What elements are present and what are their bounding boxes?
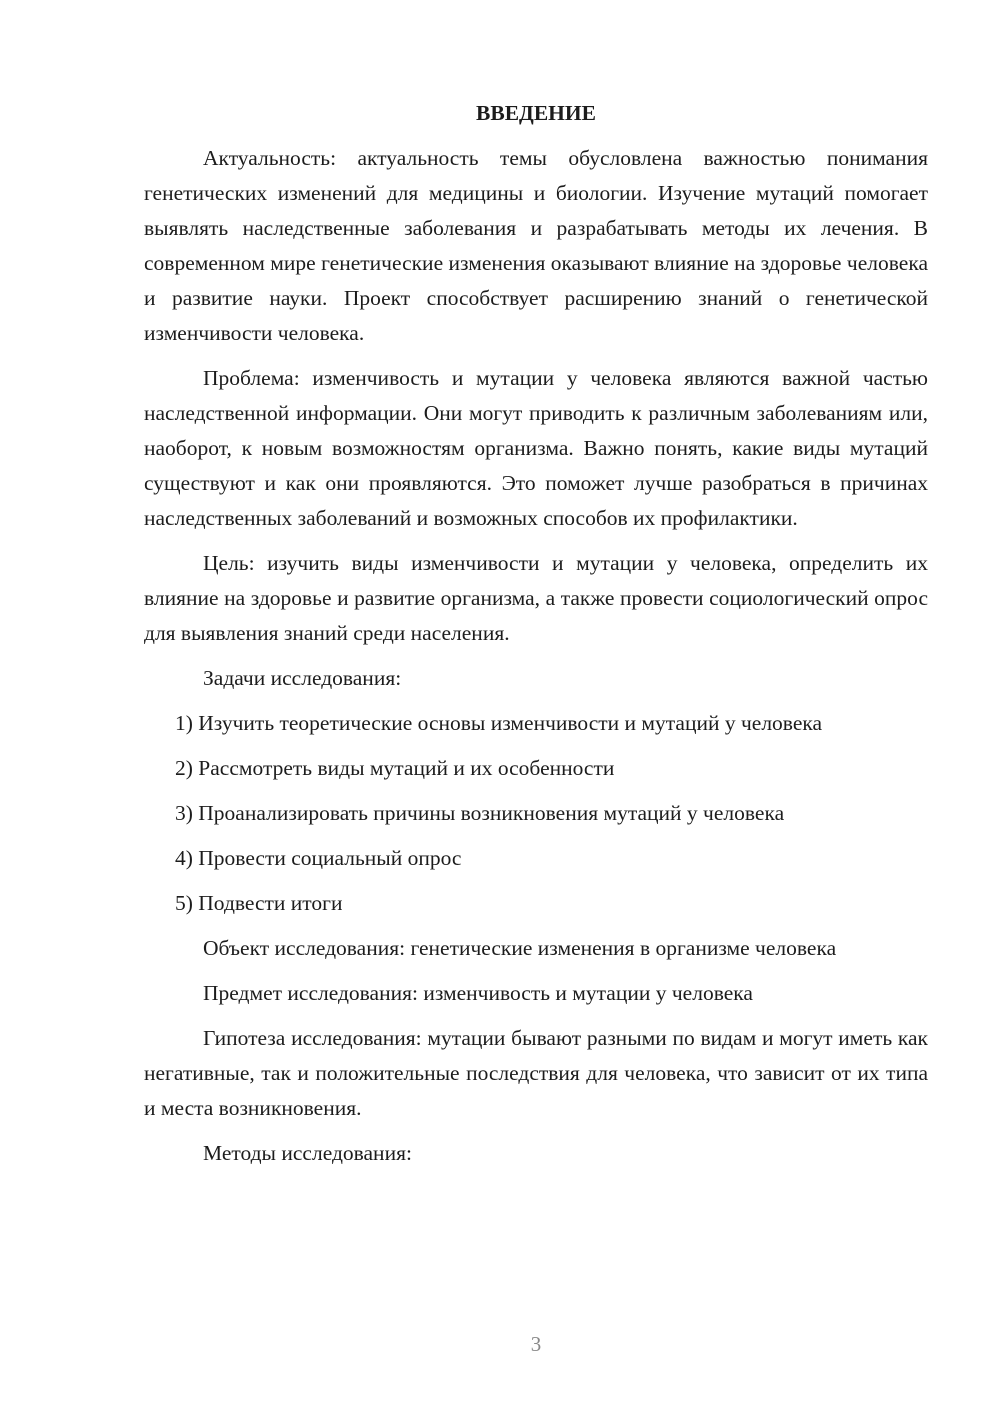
task-item: 3) Проанализировать причины возникновения мутаций у человека xyxy=(175,801,785,825)
tasks-list xyxy=(144,706,928,921)
subject-paragraph: Предмет исследования: изменчивость и мутации у человека xyxy=(203,981,753,1005)
hypothesis-paragraph: Гипотеза исследования: мутации бывают разными по видам и могут иметь как негативные, так и положительные последствия для человека, что зависит от их типа и места возникновения. xyxy=(144,1026,928,1120)
problem-paragraph: Проблема: изменчивость и мутации у человека являются важной частью наследственной информации. Они могут приводить к различным заболеваниям или, наоборот, к новым возможностям организма. Важно понять, какие виды мутаций существуют и как они проявляются. Это поможет лучше разобраться в причинах наследственных заболеваний и возможных способов их профилактики. xyxy=(144,366,928,530)
task-item: 1) Изучить теоретические основы изменчивости и мутаций у человека xyxy=(175,711,823,735)
page-title: ВВЕДЕНИЕ xyxy=(476,101,596,125)
task-item: 2) Рассмотреть виды мутаций и их особенности xyxy=(175,756,615,780)
task-item: 4) Провести социальный опрос xyxy=(175,846,462,870)
object-paragraph: Объект исследования: генетические изменения в организме человека xyxy=(203,936,837,960)
goal-paragraph: Цель: изучить виды изменчивости и мутации у человека, определить их влияние на здоровье и развитие организма, а также провести социологический опрос для выявления знаний среди населения. xyxy=(144,551,928,645)
page-number: 3 xyxy=(530,1332,542,1356)
task-item: 5) Подвести итоги xyxy=(175,891,343,915)
tasks-heading: Задачи исследования: xyxy=(203,666,402,690)
relevance-paragraph: Актуальность: актуальность темы обусловлена важностью понимания генетических изменений для медицины и биологии. Изучение мутаций помогает выявлять наследственные заболевания и разрабатывать методы их лечения. В современном мире генетические изменения оказывают влияние на здоровье человека и развитие науки. Проект способствует расширению знаний о генетической изменчивости человека. xyxy=(144,146,928,345)
page-content xyxy=(144,96,928,1181)
methods-heading: Методы исследования: xyxy=(203,1141,412,1165)
